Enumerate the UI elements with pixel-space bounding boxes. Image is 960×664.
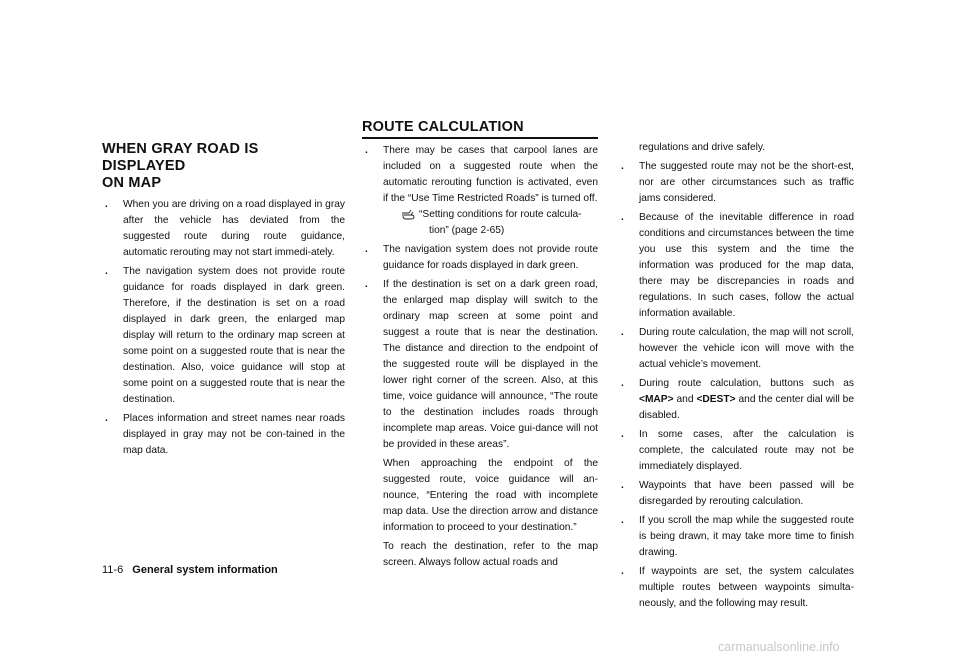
right-list	[618, 159, 854, 612]
heading-line-1: WHEN GRAY ROAD IS DISPLAYED	[102, 141, 259, 174]
watermark: carmanualsonline.info	[718, 640, 840, 654]
list-item: . The suggested route may not be the short-est, nor are other circumstances such as traffic jams considered.	[621, 161, 854, 204]
list-item: . There may be cases that carpool lanes are included on a suggested route when the automatic rerouting function is activated, even if the “Use Time Restricted Roads” is turned off. “Setting conditions for route calcula- tion” (page 2-65)	[362, 143, 598, 239]
section-heading-gray-road	[102, 141, 345, 192]
list-item: . Because of the inevitable difference in road conditions and circumstances between the time you use this system and the time the information was produced for the map data, there may be discrepancies in roads and regulations. In such cases, follow the actual information available.	[621, 212, 854, 319]
continuation-text: regulations and drive safely.	[639, 142, 766, 153]
dest-button-label: <DEST>	[696, 394, 736, 405]
reference-hand-icon	[401, 209, 415, 220]
bullet-dot: .	[621, 327, 624, 338]
bullet-dot: .	[621, 161, 624, 172]
bullet-dot: .	[621, 566, 624, 577]
heading-line-2: ON MAP	[102, 175, 162, 191]
reference-line-2: tion” (page 2-65)	[429, 225, 505, 236]
bullet-dot: .	[365, 279, 368, 290]
page-number: 11-6	[102, 564, 124, 576]
bullet-dot: .	[105, 199, 108, 210]
bullet-dot: .	[621, 212, 624, 223]
paragraph: When approaching the endpoint of the suggested route, voice guidance will an-nounce, “Entering the road with incomplete map data. Use the direction arrow and distance information to proceed to your destination.”	[383, 458, 598, 533]
right-column	[618, 0, 854, 612]
section-heading-route-calculation: ROUTE CALCULATION	[362, 119, 524, 135]
left-column	[102, 0, 345, 459]
bullet-dot: .	[105, 266, 108, 277]
bullet-dot: .	[365, 145, 368, 156]
middle-column	[362, 0, 598, 571]
bullet-dot: .	[621, 480, 624, 491]
list-item: . During route calculation, the map will not scroll, however the vehicle icon will move with the actual vehicle’s movement.	[621, 327, 854, 370]
list-item: . Places information and street names near roads displayed in gray may not be con-tained in the map data.	[105, 413, 345, 456]
list-item: . In some cases, after the calculation is complete, the calculated route may not be immediately displayed.	[621, 429, 854, 472]
list-item: . The navigation system does not provide route guidance for roads displayed in dark green.	[365, 244, 598, 271]
page-footer	[102, 563, 278, 577]
page-reference	[362, 207, 598, 239]
footer-section-title: General system information	[132, 564, 278, 576]
heading-rule	[362, 137, 598, 139]
route-calc-list	[362, 143, 598, 453]
list-item: . If the destination is set on a dark green road, the enlarged map display will switch to the ordinary map screen at some point and suggest a route that is near the destination. The distance and direction to the endpoint of the suggested route will be displayed in the lower right corner of the screen. Also, at this time, voice guidance will announce, “The route to the destination includes roads through incomplete map areas. Voice gui-dance will not be provided in these areas”.	[365, 279, 598, 450]
bullet-dot: .	[621, 378, 624, 389]
list-item: . If waypoints are set, the system calculates multiple routes between waypoints simulta-neously, and the following may result.	[621, 566, 854, 609]
list-item: . During route calculation, buttons such as <MAP> and <DEST> and the center dial will be disabled.	[621, 378, 854, 421]
bullet-dot: .	[105, 413, 108, 424]
list-item: . If you scroll the map while the suggested route is being drawn, it may take more time to finish drawing.	[621, 515, 854, 558]
bullet-dot: .	[365, 244, 368, 255]
list-item: . When you are driving on a road displayed in gray after the vehicle has deviated from the suggested route during route guidance, automatic rerouting may not start immedi-ately.	[105, 199, 345, 258]
bullet-dot: .	[621, 515, 624, 526]
map-button-label: <MAP>	[639, 394, 674, 405]
gray-road-list	[102, 197, 345, 459]
list-item: . The navigation system does not provide route guidance for roads displayed in dark green. Therefore, if the destination is set on a road displayed in dark green, the enlarged map display will return to the ordinary map screen at some point on a suggested route that is near the destination. Also, voice guidance will stop at some point on a suggested route that is near the destination.	[105, 266, 345, 405]
reference-line-1: “Setting conditions for route calcula-	[419, 209, 582, 220]
paragraph: To reach the destination, refer to the map screen. Always follow actual roads and	[383, 541, 598, 568]
list-item: . Waypoints that have been passed will be disregarded by rerouting calculation.	[621, 480, 854, 507]
bullet-dot: .	[621, 429, 624, 440]
